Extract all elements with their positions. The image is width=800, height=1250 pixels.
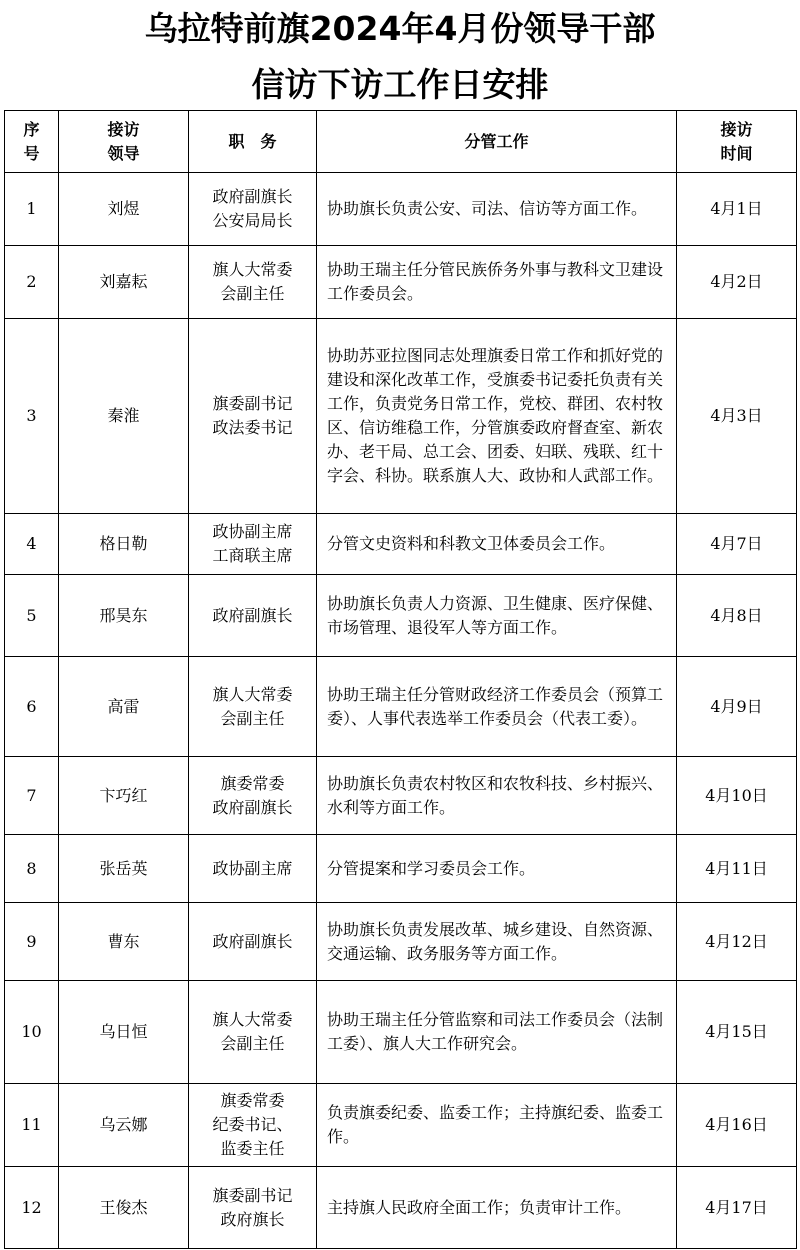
row-number: 9 [5, 903, 59, 981]
table-row [5, 173, 797, 246]
row-number: 4 [5, 514, 59, 575]
table-row [5, 757, 797, 835]
position-line: 工商联主席 [212, 546, 293, 565]
table-header-row [5, 111, 797, 173]
position-line: 纪委书记、 [212, 1115, 293, 1134]
leader-name: 邢昊东 [59, 575, 189, 657]
duty-description: 协助旗长负责人力资源、卫生健康、医疗保健、市场管理、退役军人等方面工作。 [317, 575, 677, 657]
header-no-line: 序 [23, 119, 40, 139]
header-no [5, 111, 59, 173]
leader-position [189, 319, 317, 514]
leader-name: 王俊杰 [59, 1167, 189, 1249]
leader-name: 张岳英 [59, 835, 189, 903]
header-leader-line: 领导 [107, 143, 140, 163]
position-line: 会副主任 [220, 284, 285, 303]
reception-date: 4月7日 [677, 514, 797, 575]
table-row [5, 1084, 797, 1167]
reception-date: 4月11日 [677, 835, 797, 903]
reception-date: 4月15日 [677, 981, 797, 1084]
table-row [5, 575, 797, 657]
duty-description: 协助旗长负责农村牧区和农牧科技、乡村振兴、水利等方面工作。 [317, 757, 677, 835]
position-line: 旗人大常委 [212, 684, 293, 704]
duty-description: 协助王瑞主任分管民族侨务外事与教科文卫建设工作委员会。 [317, 246, 677, 319]
header-duty-line: 分管工作 [464, 131, 529, 151]
leader-name: 格日勒 [59, 514, 189, 575]
position-line: 政府副旗长 [212, 797, 293, 817]
position-line: 会副主任 [220, 1034, 285, 1053]
leader-name: 乌日恒 [59, 981, 189, 1084]
duty-description: 协助旗长负责公安、司法、信访等方面工作。 [317, 173, 677, 246]
row-number: 1 [5, 173, 59, 246]
position-line: 政府旗长 [220, 1209, 285, 1229]
page-title-line2: 信访下访工作日安排 [251, 65, 549, 104]
leader-name: 秦淮 [59, 319, 189, 514]
header-leader [59, 111, 189, 173]
leader-name: 高雷 [59, 657, 189, 757]
table-body [5, 173, 797, 1249]
table-row [5, 246, 797, 319]
position-line: 政协副主席 [212, 858, 293, 878]
position-line: 政府副旗长 [212, 187, 293, 206]
position-line: 政府副旗长 [212, 931, 293, 951]
reception-date: 4月9日 [677, 657, 797, 757]
leader-name: 乌云娜 [59, 1084, 189, 1167]
row-number: 5 [5, 575, 59, 657]
leader-name: 曹东 [59, 903, 189, 981]
page-title-line1: 乌拉特前旗2024年4月份领导干部 [144, 9, 656, 48]
schedule-table [4, 110, 797, 1249]
leader-position [189, 575, 317, 657]
duty-description: 分管文史资料和科教文卫体委员会工作。 [317, 514, 677, 575]
duty-description: 协助王瑞主任分管财政经济工作委员会（预算工委）、人事代表选举工作委员会（代表工委）。 [317, 657, 677, 757]
row-number: 3 [5, 319, 59, 514]
header-position-line: 职 务 [228, 131, 277, 151]
leader-position [189, 981, 317, 1084]
row-number: 7 [5, 757, 59, 835]
reception-date: 4月3日 [677, 319, 797, 514]
reception-date: 4月10日 [677, 757, 797, 835]
leader-name: 刘嘉耘 [59, 246, 189, 319]
table-row [5, 657, 797, 757]
table-row [5, 835, 797, 903]
position-line: 旗人大常委 [212, 260, 293, 279]
position-line: 政协副主席 [212, 522, 293, 541]
leader-position [189, 173, 317, 246]
position-line: 旗人大常委 [212, 1010, 293, 1029]
leader-position [189, 903, 317, 981]
header-date [677, 111, 797, 173]
duty-description: 分管提案和学习委员会工作。 [317, 835, 677, 903]
row-number: 8 [5, 835, 59, 903]
table-row [5, 514, 797, 575]
position-line: 旗委副书记 [212, 394, 293, 413]
duty-description: 主持旗人民政府全面工作；负责审计工作。 [317, 1167, 677, 1249]
leader-position [189, 514, 317, 575]
reception-date: 4月17日 [677, 1167, 797, 1249]
row-number: 10 [5, 981, 59, 1084]
position-line: 旗委副书记 [212, 1185, 293, 1205]
position-line: 政法委书记 [212, 418, 293, 437]
leader-position [189, 246, 317, 319]
duty-description: 负责旗委纪委、监委工作；主持旗纪委、监委工作。 [317, 1084, 677, 1167]
position-line: 旗委常委 [220, 773, 285, 793]
header-no-line: 号 [23, 143, 40, 163]
row-number: 2 [5, 246, 59, 319]
reception-date: 4月1日 [677, 173, 797, 246]
row-number: 6 [5, 657, 59, 757]
row-number: 12 [5, 1167, 59, 1249]
table-row [5, 903, 797, 981]
duty-description: 协助苏亚拉图同志处理旗委日常工作和抓好党的建设和深化改革工作，受旗委书记委托负责有关工作，负责党务日常工作，党校、群团、农村牧区、信访维稳工作，分管旗委政府督查室、新农办、老干局、总工会、团委、妇联、残联、红十字会、科协。联系旗人大、政协和人武部工作。 [317, 319, 677, 514]
leader-position [189, 835, 317, 903]
position-line: 监委主任 [220, 1139, 285, 1158]
reception-date: 4月2日 [677, 246, 797, 319]
position-line: 公安局局长 [212, 211, 293, 230]
duty-description: 协助旗长负责发展改革、城乡建设、自然资源、交通运输、政务服务等方面工作。 [317, 903, 677, 981]
header-date-line: 时间 [720, 143, 753, 163]
header-leader-line: 接访 [107, 119, 140, 139]
header-position [189, 111, 317, 173]
leader-position [189, 757, 317, 835]
reception-date: 4月12日 [677, 903, 797, 981]
duty-description: 协助王瑞主任分管监察和司法工作委员会（法制工委）、旗人大工作研究会。 [317, 981, 677, 1084]
leader-name: 刘煜 [59, 173, 189, 246]
leader-name: 卞巧红 [59, 757, 189, 835]
table-row [5, 1167, 797, 1249]
leader-position [189, 657, 317, 757]
row-number: 11 [5, 1084, 59, 1167]
table-row [5, 981, 797, 1084]
header-date-line: 接访 [720, 119, 753, 139]
leader-position [189, 1084, 317, 1167]
table-row [5, 319, 797, 514]
position-line: 旗委常委 [220, 1091, 285, 1110]
position-line: 政府副旗长 [212, 605, 293, 625]
leader-position [189, 1167, 317, 1249]
position-line: 会副主任 [220, 708, 285, 728]
reception-date: 4月8日 [677, 575, 797, 657]
reception-date: 4月16日 [677, 1084, 797, 1167]
header-duty [317, 111, 677, 173]
